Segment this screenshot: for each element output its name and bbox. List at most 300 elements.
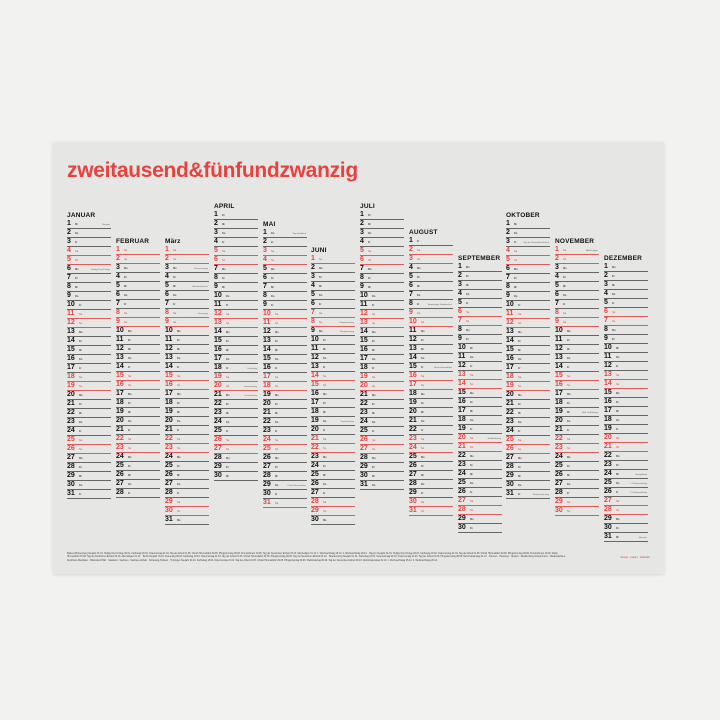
weekday-label: Di — [616, 527, 619, 531]
day-number: 18 — [311, 408, 319, 415]
day-number: 22 — [555, 435, 563, 442]
day-number: 17 — [311, 399, 319, 406]
day-row — [458, 326, 502, 335]
day-number: 8 — [506, 283, 510, 290]
day-number: 27 — [409, 471, 417, 478]
day-number: 15 — [604, 389, 612, 396]
day-number: 25 — [311, 471, 319, 478]
day-number: 28 — [116, 489, 124, 496]
day-number: 22 — [604, 452, 612, 459]
day-number: 24 — [311, 462, 319, 469]
day-row — [311, 354, 355, 363]
weekday-label: Sa — [616, 500, 620, 504]
day-row — [67, 256, 111, 265]
weekday-label: Mo — [128, 393, 132, 397]
weekday-label: Di — [616, 401, 619, 405]
weekday-label: Mi — [323, 348, 326, 352]
day-number: 8 — [263, 292, 267, 299]
day-number: 16 — [360, 346, 368, 353]
day-number: 19 — [311, 417, 319, 424]
day-number: 4 — [311, 282, 315, 289]
day-number: 13 — [165, 354, 173, 361]
day-number: 8 — [604, 326, 608, 333]
weekday-label: So — [470, 383, 474, 387]
day-row — [263, 418, 307, 427]
day-number: 6 — [555, 291, 559, 298]
weekday-label: So — [275, 385, 279, 389]
weekday-label: Do — [421, 420, 425, 424]
weekday-label: Sa — [514, 250, 518, 254]
weekday-label: Fr — [417, 303, 420, 307]
day-row — [360, 292, 404, 301]
weekday-label: Do — [470, 356, 474, 360]
day-row — [67, 220, 111, 229]
weekday-label: Do — [222, 232, 226, 236]
day-row — [409, 273, 453, 282]
day-number: 13 — [214, 319, 222, 326]
day-number: 23 — [604, 461, 612, 468]
day-row — [67, 229, 111, 238]
day-number: 29 — [263, 481, 271, 488]
day-number: 14 — [263, 346, 271, 353]
weekday-label: Di — [372, 466, 375, 470]
weekday-label: So — [567, 510, 571, 514]
weekday-label: Di — [75, 277, 78, 281]
day-number: 21 — [214, 391, 222, 398]
day-number: 22 — [214, 400, 222, 407]
day-number: 29 — [555, 498, 563, 505]
day-number: 6 — [409, 282, 413, 289]
holiday-label: Heiligabend — [635, 474, 647, 477]
day-number: 7 — [311, 309, 315, 316]
weekday-label: So — [616, 509, 620, 513]
day-number: 14 — [409, 354, 417, 361]
day-row — [67, 328, 111, 337]
day-number: 3 — [360, 229, 364, 236]
day-number: 26 — [214, 436, 222, 443]
day-number: 29 — [458, 515, 466, 522]
day-row — [263, 454, 307, 463]
day-number: 14 — [458, 380, 466, 387]
day-number: 27 — [214, 445, 222, 452]
day-number: 31 — [409, 507, 417, 514]
weekday-label: Do — [514, 232, 518, 236]
weekday-label: Mo — [271, 268, 275, 272]
day-row — [506, 346, 550, 355]
holiday-label: Augsburger Friedensfest — [428, 304, 452, 307]
day-number: 19 — [263, 391, 271, 398]
day-number: 9 — [604, 335, 608, 342]
day-number: 25 — [555, 462, 563, 469]
weekday-label: Do — [79, 358, 83, 362]
day-row — [506, 490, 550, 499]
weekday-label: Fr — [518, 430, 521, 434]
weekday-label: Do — [226, 295, 230, 299]
weekday-label: Mi — [271, 286, 274, 290]
day-number: 20 — [458, 434, 466, 441]
weekday-label: Mo — [226, 331, 230, 335]
weekday-label: Do — [128, 357, 132, 361]
weekday-label: Sa — [226, 376, 230, 380]
weekday-label: Do — [470, 482, 474, 486]
month-name: AUGUST — [409, 229, 438, 236]
weekday-label: Sa — [128, 375, 132, 379]
weekday-label: So — [421, 384, 425, 388]
day-number: 5 — [506, 256, 510, 263]
day-number: 13 — [360, 319, 368, 326]
day-row — [214, 400, 258, 409]
day-number: 13 — [506, 328, 514, 335]
day-number: 21 — [116, 426, 124, 433]
weekday-label: Do — [616, 356, 620, 360]
day-number: 24 — [409, 444, 417, 451]
day-number: 18 — [116, 399, 124, 406]
day-row — [214, 454, 258, 463]
day-row — [67, 346, 111, 355]
day-number: 13 — [67, 328, 75, 335]
day-number: 2 — [311, 264, 315, 271]
weekday-label: Fr — [518, 493, 521, 497]
day-row — [165, 264, 209, 273]
day-number: 30 — [506, 481, 514, 488]
weekday-label: Fr — [177, 492, 180, 496]
day-row — [67, 274, 111, 283]
day-number: 18 — [360, 364, 368, 371]
weekday-label: Mo — [470, 392, 474, 396]
day-number: 27 — [360, 445, 368, 452]
day-row — [263, 355, 307, 364]
weekday-label: Mi — [75, 286, 78, 290]
day-row — [604, 443, 648, 452]
weekday-label: So — [128, 447, 132, 451]
day-row — [604, 398, 648, 407]
day-number: 16 — [604, 398, 612, 405]
day-number: 27 — [165, 480, 173, 487]
weekday-label: Do — [567, 483, 571, 487]
day-row — [360, 463, 404, 472]
day-row — [263, 463, 307, 472]
weekday-label: Di — [226, 340, 229, 344]
day-row — [311, 480, 355, 489]
day-row — [311, 462, 355, 471]
weekday-label: Do — [567, 420, 571, 424]
weekday-label: Sa — [271, 250, 275, 254]
weekday-label: Mo — [226, 394, 230, 398]
day-number: 6 — [458, 308, 462, 315]
day-row — [311, 498, 355, 507]
weekday-label: Mi — [128, 411, 131, 415]
day-number: 9 — [67, 292, 71, 299]
weekday-label: Do — [177, 483, 181, 487]
weekday-label: Fr — [226, 304, 229, 308]
day-row — [214, 301, 258, 310]
day-number: 25 — [360, 427, 368, 434]
day-row — [458, 416, 502, 425]
weekday-label: Fr — [421, 366, 424, 370]
day-row — [311, 489, 355, 498]
day-row — [263, 472, 307, 481]
day-number: 26 — [116, 471, 124, 478]
weekday-label: Sa — [323, 501, 327, 505]
weekday-label: Mo — [514, 268, 518, 272]
day-row — [506, 274, 550, 283]
weekday-label: Mo — [518, 331, 522, 335]
day-row — [214, 283, 258, 292]
weekday-label: Mi — [79, 475, 82, 479]
weekday-label: Sa — [226, 313, 230, 317]
day-number: 11 — [263, 319, 271, 326]
day-row — [360, 364, 404, 373]
weekday-label: Do — [128, 420, 132, 424]
day-row — [263, 427, 307, 436]
weekday-label: Sa — [222, 250, 226, 254]
day-row — [263, 247, 307, 256]
day-row — [116, 309, 160, 318]
day-number: 22 — [165, 435, 173, 442]
day-row — [165, 246, 209, 255]
weekday-label: Fr — [567, 429, 570, 433]
day-number: 16 — [506, 355, 514, 362]
day-number: 25 — [165, 462, 173, 469]
weekday-label: Do — [518, 421, 522, 425]
weekday-label: Mi — [372, 412, 375, 416]
day-number: 7 — [263, 283, 267, 290]
day-row — [360, 238, 404, 247]
day-row — [214, 382, 258, 391]
day-row — [214, 319, 258, 328]
weekday-label: Mi — [226, 349, 229, 353]
weekday-label: Mo — [421, 330, 425, 334]
weekday-label: Fr — [470, 428, 473, 432]
holiday-label: Silvester — [638, 537, 647, 540]
day-number: 23 — [506, 418, 514, 425]
day-row — [506, 409, 550, 418]
day-row — [458, 344, 502, 353]
day-number: 13 — [263, 337, 271, 344]
weekday-label: Do — [319, 294, 323, 298]
day-row — [214, 265, 258, 274]
weekday-label: So — [612, 320, 616, 324]
weekday-label: So — [616, 446, 620, 450]
weekday-label: Mo — [567, 393, 571, 397]
day-number: 2 — [165, 255, 169, 262]
day-row — [409, 453, 453, 462]
day-number: 23 — [311, 453, 319, 460]
weekday-label: Di — [612, 275, 615, 279]
day-number: 1 — [263, 229, 267, 236]
day-number: 30 — [263, 490, 271, 497]
day-row — [214, 211, 258, 220]
day-number: 5 — [263, 265, 267, 272]
weekday-label: Fr — [177, 429, 180, 433]
weekday-label: So — [323, 510, 327, 514]
weekday-label: Sa — [616, 437, 620, 441]
day-row — [116, 399, 160, 408]
day-number: 29 — [604, 515, 612, 522]
day-number: 29 — [165, 498, 173, 505]
weekday-label: Do — [421, 357, 425, 361]
weekday-label: So — [79, 322, 83, 326]
weekday-label: Mo — [417, 267, 421, 271]
day-number: 29 — [67, 472, 75, 479]
day-number: 11 — [604, 353, 612, 360]
day-row — [409, 480, 453, 489]
day-row — [116, 471, 160, 480]
day-number: 22 — [116, 435, 124, 442]
weekday-label: So — [124, 321, 128, 325]
day-row — [214, 310, 258, 319]
day-row — [214, 292, 258, 301]
day-row — [67, 472, 111, 481]
day-row — [263, 274, 307, 283]
weekday-label: Mi — [177, 474, 180, 478]
day-number: 11 — [67, 310, 75, 317]
day-row — [604, 452, 648, 461]
weekday-label: So — [466, 320, 470, 324]
weekday-label: Sa — [75, 250, 79, 254]
day-number: 7 — [165, 300, 169, 307]
day-row — [360, 445, 404, 454]
weekday-label: Fr — [79, 493, 82, 497]
weekday-label: So — [177, 510, 181, 514]
weekday-label: Mo — [421, 393, 425, 397]
holiday-label: Aschermittwoch — [192, 286, 208, 289]
day-row — [165, 426, 209, 435]
weekday-label: Fr — [75, 241, 78, 245]
weekday-label: Sa — [124, 249, 128, 253]
weekday-label: Sa — [319, 312, 323, 316]
day-number: 5 — [458, 299, 462, 306]
weekday-label: Mi — [368, 223, 371, 227]
weekday-label: Fr — [124, 303, 127, 307]
day-number: 23 — [409, 435, 417, 442]
day-row — [214, 247, 258, 256]
weekday-label: Sa — [173, 312, 177, 316]
day-row — [555, 309, 599, 318]
day-row — [165, 462, 209, 471]
weekday-label: So — [372, 385, 376, 389]
day-number: 26 — [311, 480, 319, 487]
weekday-label: Sa — [470, 437, 474, 441]
weekday-label: Mo — [372, 331, 376, 335]
day-number: 14 — [67, 337, 75, 344]
day-number: 20 — [165, 417, 173, 424]
weekday-label: Do — [567, 357, 571, 361]
day-number: 25 — [409, 453, 417, 460]
day-row — [311, 426, 355, 435]
day-row — [458, 515, 502, 524]
day-row — [360, 472, 404, 481]
day-row — [214, 373, 258, 382]
day-number: 1 — [409, 237, 413, 244]
weekday-label: Mo — [616, 392, 620, 396]
day-number: 8 — [165, 309, 169, 316]
day-number: 25 — [506, 436, 514, 443]
day-number: 4 — [555, 273, 559, 280]
weekday-label: Fr — [128, 366, 131, 370]
day-number: 20 — [360, 382, 368, 389]
day-number: 15 — [67, 346, 75, 353]
weekday-label: Di — [226, 466, 229, 470]
weekday-label: Fr — [271, 241, 274, 245]
weekday-label: Mi — [275, 349, 278, 353]
day-number: 16 — [458, 398, 466, 405]
weekday-label: Mi — [421, 348, 424, 352]
day-row — [458, 353, 502, 362]
day-row — [409, 444, 453, 453]
month-name: FEBRUAR — [116, 238, 150, 245]
day-row — [360, 265, 404, 274]
weekday-label: Mo — [470, 518, 474, 522]
weekday-label: Do — [372, 421, 376, 425]
day-row — [555, 453, 599, 462]
day-row — [360, 418, 404, 427]
day-row — [311, 435, 355, 444]
weekday-label: Sa — [616, 374, 620, 378]
weekday-label: Sa — [275, 439, 279, 443]
day-number: 25 — [67, 436, 75, 443]
weekday-label: Mi — [563, 285, 566, 289]
weekday-label: Di — [275, 403, 278, 407]
weekday-label: So — [616, 383, 620, 387]
weekday-label: Mi — [518, 349, 521, 353]
day-number: 27 — [555, 480, 563, 487]
day-number: 19 — [409, 399, 417, 406]
day-row — [116, 318, 160, 327]
weekday-label: Fr — [271, 304, 274, 308]
weekday-label: Fr — [79, 367, 82, 371]
day-row — [458, 362, 502, 371]
day-number: 5 — [555, 282, 559, 289]
day-row — [116, 435, 160, 444]
weekday-label: Mo — [612, 329, 616, 333]
weekday-label: Mo — [275, 331, 279, 335]
weekday-label: Do — [177, 357, 181, 361]
day-number: 6 — [116, 291, 120, 298]
weekday-label: Sa — [563, 312, 567, 316]
day-row — [311, 471, 355, 480]
day-number: 6 — [604, 308, 608, 315]
day-number: 15 — [214, 337, 222, 344]
day-row — [409, 282, 453, 291]
day-number: 1 — [67, 220, 71, 227]
day-row — [165, 471, 209, 480]
day-number: 17 — [116, 390, 124, 397]
day-row — [263, 292, 307, 301]
day-number: 17 — [458, 407, 466, 414]
day-number: 26 — [555, 471, 563, 478]
day-row — [116, 273, 160, 282]
day-row — [67, 310, 111, 319]
holiday-label: Heilige Drei Könige — [91, 269, 110, 272]
weekday-label: Do — [417, 294, 421, 298]
weekday-label: So — [275, 448, 279, 452]
day-number: 3 — [116, 264, 120, 271]
weekday-label: Fr — [323, 492, 326, 496]
day-row — [458, 389, 502, 398]
weekday-label: Di — [173, 276, 176, 280]
weekday-label: So — [79, 385, 83, 389]
weekday-label: Fr — [275, 367, 278, 371]
day-row — [67, 427, 111, 436]
day-number: 17 — [604, 407, 612, 414]
weekday-label: Mi — [372, 475, 375, 479]
day-row — [165, 345, 209, 354]
weekday-label: Mi — [226, 412, 229, 416]
weekday-label: Mi — [466, 284, 469, 288]
day-number: 29 — [214, 463, 222, 470]
day-row — [311, 453, 355, 462]
